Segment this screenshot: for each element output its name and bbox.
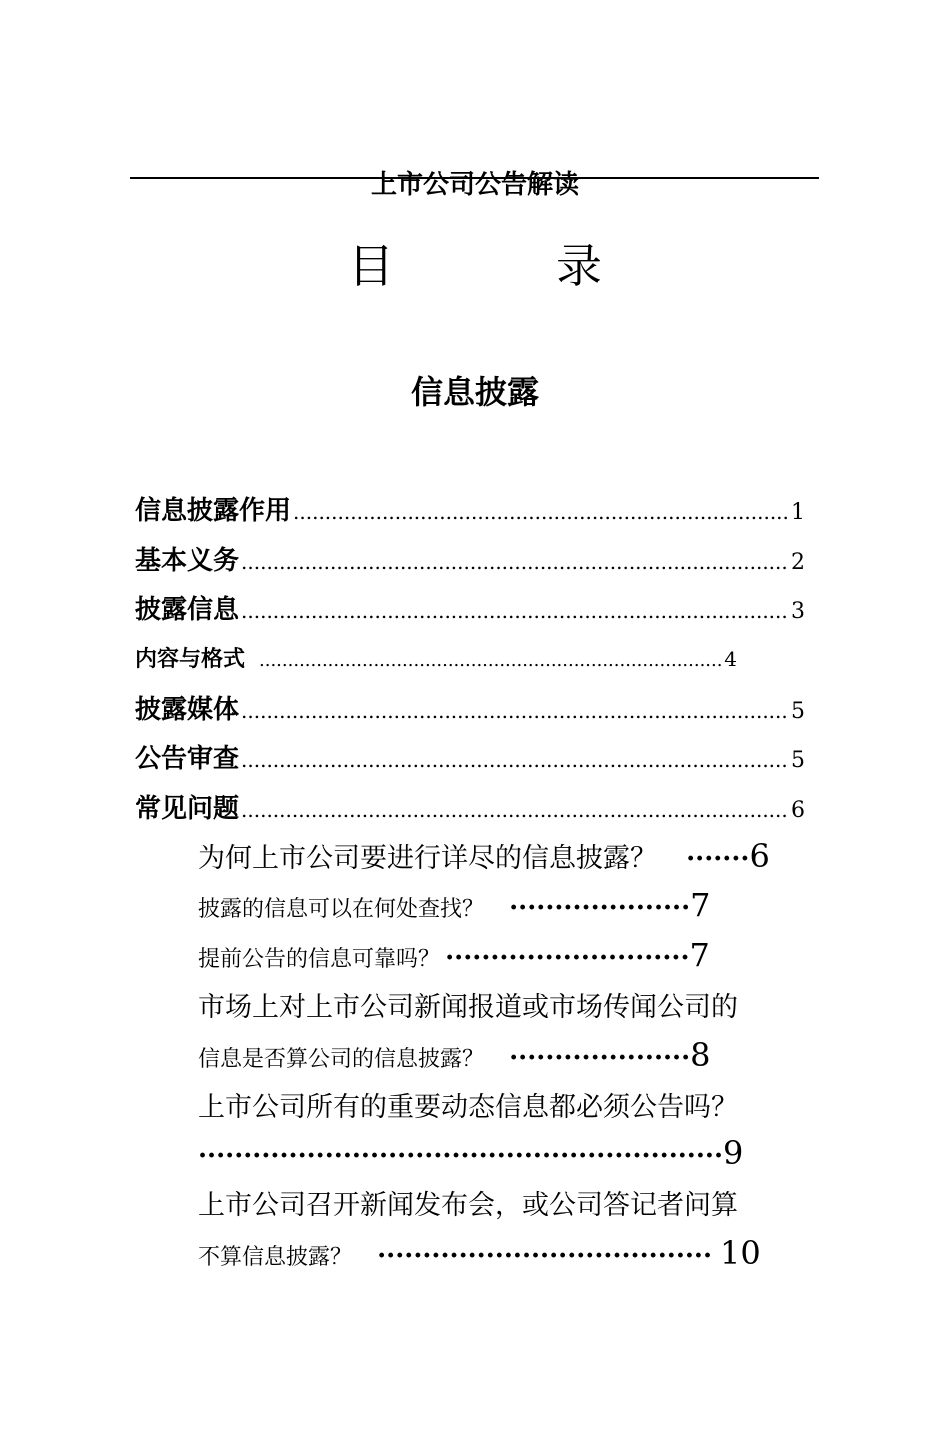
toc-entry-label: 内容与格式 bbox=[135, 646, 246, 672]
toc-entry-label: 信息披露作用 bbox=[135, 496, 292, 526]
toc-entry-page: 6 bbox=[791, 798, 805, 823]
toc-leader-dots bbox=[259, 650, 722, 671]
toc-leader-dots bbox=[293, 500, 789, 524]
toc-leader-dots: ..................................... bbox=[377, 1234, 713, 1264]
toc-entry-basic-obligations[interactable] bbox=[135, 540, 805, 577]
toc-entry-page: 1 bbox=[791, 500, 805, 525]
question-page: 6 bbox=[749, 837, 770, 875]
page-title: 目 录 bbox=[348, 239, 660, 293]
running-header: 上市公司公告解读 bbox=[370, 170, 579, 200]
toc-entry-label: 披露媒体 bbox=[135, 695, 240, 725]
toc-entry-disclosed-info[interactable] bbox=[135, 589, 805, 626]
toc-leader-dots bbox=[241, 599, 789, 623]
question-text: 不算信息披露？ bbox=[198, 1245, 353, 1270]
toc-question-4-line-1[interactable] bbox=[198, 985, 738, 1024]
question-page: 10 bbox=[720, 1234, 761, 1272]
toc-question-6-line-1[interactable] bbox=[198, 1183, 738, 1222]
toc-leader-dots: .................... bbox=[509, 886, 691, 916]
toc-entry-page: 4 bbox=[724, 647, 737, 671]
toc-question-4-line-2[interactable] bbox=[198, 1036, 711, 1074]
section-title: 信息披露 bbox=[410, 373, 539, 411]
question-text: 为何上市公司要进行详尽的信息披露？ bbox=[198, 843, 657, 874]
toc-entry-announcement-review[interactable] bbox=[135, 738, 805, 775]
toc-question-1[interactable] bbox=[198, 836, 770, 875]
toc-question-5-line-1[interactable] bbox=[198, 1085, 738, 1124]
toc-question-3[interactable] bbox=[198, 936, 710, 974]
toc-entry-page: 2 bbox=[791, 550, 805, 575]
question-page: 8 bbox=[690, 1036, 711, 1074]
question-text: 披露的信息可以在何处查找？ bbox=[198, 897, 485, 922]
toc-entry-content-format[interactable] bbox=[135, 642, 737, 673]
toc-leader-dots: ....... bbox=[686, 837, 750, 867]
question-text: 信息是否算公司的信息披露？ bbox=[198, 1047, 485, 1072]
toc-entry-label: 公告审查 bbox=[135, 744, 240, 774]
toc-question-5-line-2[interactable] bbox=[198, 1134, 743, 1172]
toc-entry-faq[interactable] bbox=[135, 788, 805, 825]
question-page: 9 bbox=[723, 1134, 744, 1172]
toc-entry-page: 3 bbox=[791, 599, 805, 624]
toc-leader-dots bbox=[241, 699, 789, 723]
toc-entry-disclosure-media[interactable] bbox=[135, 689, 805, 726]
toc-entry-page: 5 bbox=[791, 748, 805, 773]
toc-question-6-line-2[interactable] bbox=[198, 1234, 761, 1272]
toc-entry-info-disclosure-role[interactable] bbox=[135, 490, 805, 527]
toc-leader-dots: .................... bbox=[509, 1036, 691, 1066]
question-text: 市场上对上市公司新闻报道或市场传闻公司的 bbox=[198, 992, 738, 1023]
toc-entry-label: 常见问题 bbox=[135, 794, 240, 824]
toc-leader-dots: .......................................................... bbox=[198, 1134, 724, 1164]
toc-entry-label: 披露信息 bbox=[135, 595, 240, 625]
toc-entry-label: 基本义务 bbox=[135, 546, 240, 576]
toc-leader-dots: ........................... bbox=[445, 936, 690, 966]
toc-entry-page: 5 bbox=[791, 699, 805, 724]
toc-question-2[interactable] bbox=[198, 886, 711, 924]
question-text: 上市公司所有的重要动态信息都必须公告吗？ bbox=[198, 1092, 738, 1123]
toc-leader-dots bbox=[241, 798, 789, 822]
question-text: 提前公告的信息可靠吗？ bbox=[198, 947, 441, 972]
question-page: 7 bbox=[689, 936, 710, 974]
question-page: 7 bbox=[690, 886, 711, 924]
toc-leader-dots bbox=[241, 748, 789, 772]
toc-leader-dots bbox=[241, 550, 789, 574]
question-text: 上市公司召开新闻发布会，或公司答记者问算 bbox=[198, 1190, 738, 1221]
